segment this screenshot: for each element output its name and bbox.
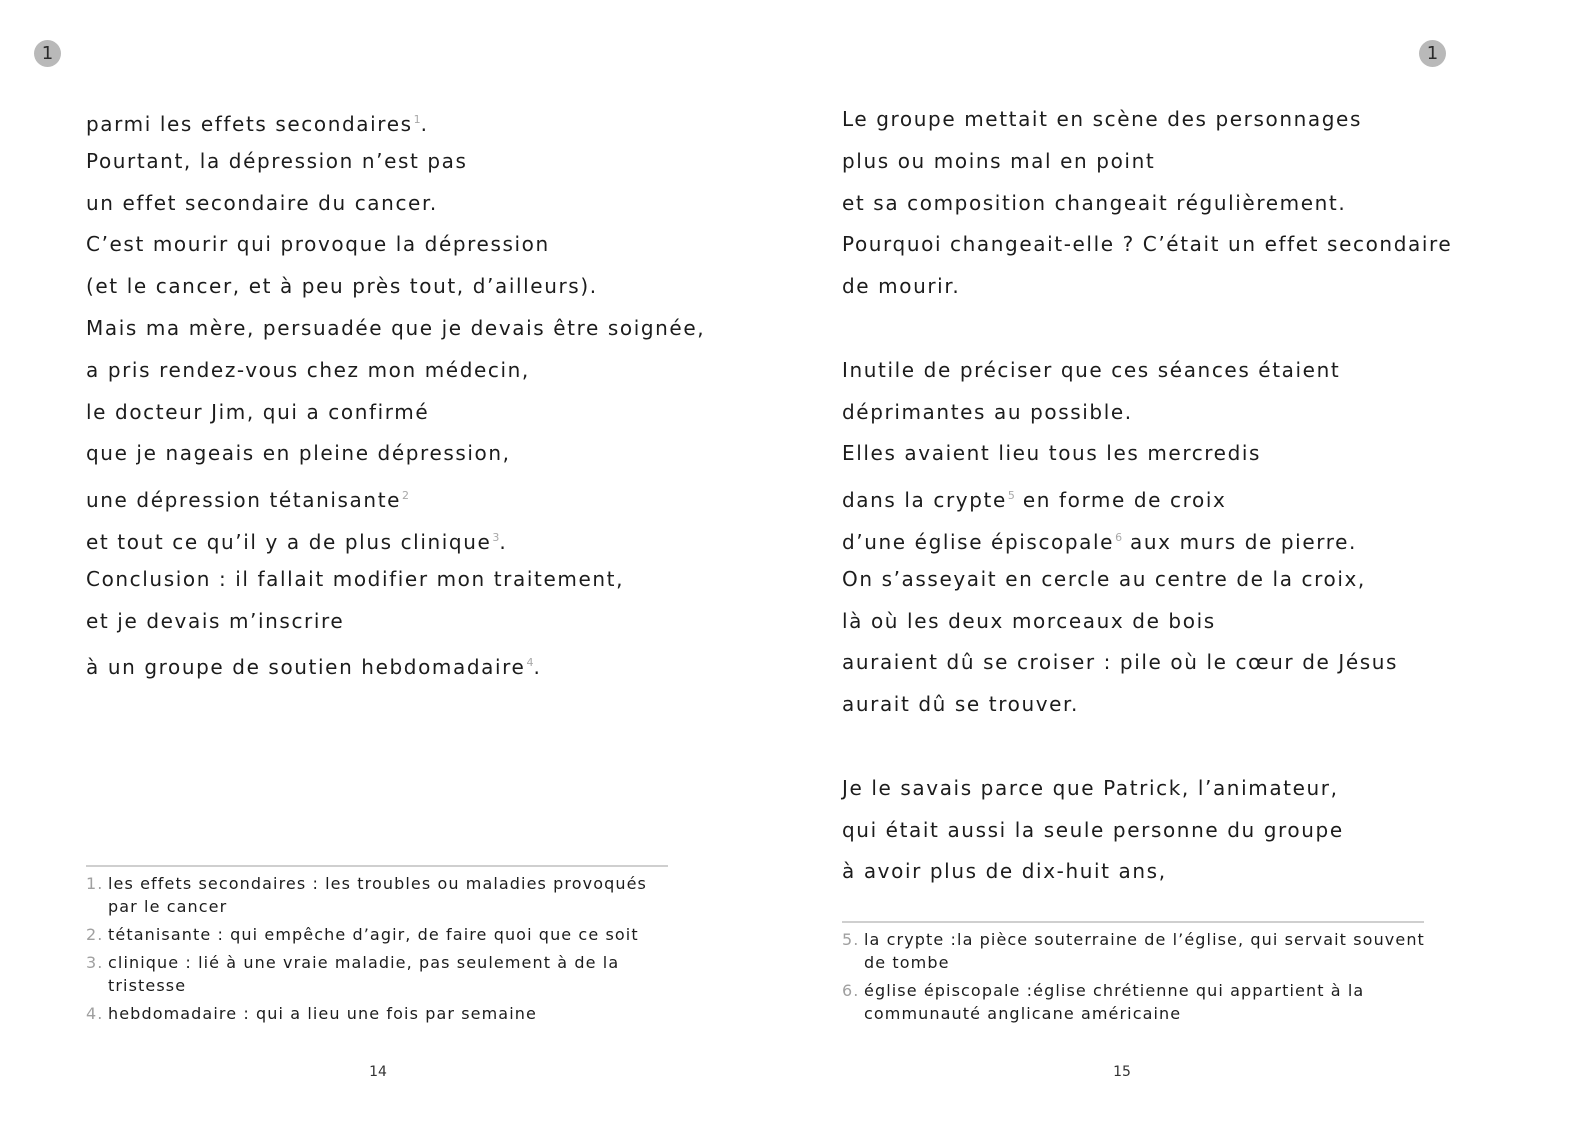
- footnote-marker: 6: [1115, 530, 1123, 544]
- footnote-number: 6.: [842, 981, 860, 1000]
- text-line: [842, 224, 1482, 266]
- text-line: [86, 475, 686, 517]
- text-line: [842, 433, 1482, 475]
- footnote-item: [86, 951, 676, 997]
- footnote-text: les effets secondaires : les troubles ou maladies provoqués par le cancer: [108, 874, 647, 916]
- text-segment: d’une église épiscopale: [842, 529, 1115, 554]
- chapter-badge: 1: [1419, 40, 1446, 67]
- text-segment: Pourquoi changeait-elle ? C’était un effet secondaire: [842, 232, 1453, 257]
- footnote-text: hebdomadaire : qui a lieu une fois par semaine: [108, 1004, 537, 1023]
- footnote-text: la crypte :la pièce souterraine de l’église, qui servait souvent de tombe: [864, 930, 1425, 972]
- text-segment: dans la crypte: [842, 488, 1007, 513]
- text-line: [842, 684, 1482, 726]
- text-line: [86, 559, 686, 601]
- footnote-marker: 2: [402, 489, 410, 503]
- text-segment: Elles avaient lieu tous les mercredis: [842, 441, 1262, 466]
- text-segment: le docteur Jim, qui a confirmé: [86, 399, 430, 424]
- footnote-text: église épiscopale :église chrétienne qui appartient à la communauté anglicane américaine: [864, 981, 1365, 1023]
- text-line: [842, 475, 1482, 517]
- footnote-item: [842, 979, 1432, 1025]
- text-segment: que je nageais en pleine dépression,: [86, 441, 511, 466]
- text-line: [842, 559, 1482, 601]
- footnotes: [842, 928, 1432, 1030]
- text-segment: Pourtant, la dépression n’est pas: [86, 148, 468, 173]
- text-line: [842, 517, 1482, 559]
- text-segment: On s’asseyait en cercle au centre de la croix,: [842, 566, 1366, 591]
- footnote-marker: 3: [492, 530, 500, 544]
- text-line: [842, 601, 1482, 643]
- text-line: [842, 183, 1482, 225]
- text-segment: en forme de croix: [1014, 488, 1227, 513]
- page-number: 14: [369, 1064, 387, 1080]
- footnote-divider: [86, 865, 668, 867]
- footnote-marker: 1: [413, 113, 421, 126]
- text-segment: Conclusion : il fallait modifier mon traitement,: [86, 566, 625, 591]
- text-segment: Mais ma mère, persuadée que je devais être soignée,: [86, 315, 706, 340]
- text-segment: aux murs de pierre.: [1122, 529, 1357, 554]
- footnote-number: 4.: [86, 1004, 104, 1023]
- text-segment: de mourir.: [842, 274, 961, 299]
- text-line: [86, 601, 686, 643]
- right-page: [795, 0, 1590, 1125]
- text-segment: plus ou moins mal en point: [842, 148, 1156, 173]
- text-line: [86, 99, 686, 141]
- blank-line: [842, 308, 1482, 350]
- text-segment: et tout ce qu’il y a de plus clinique: [86, 529, 492, 554]
- text-segment: Le groupe mettait en scène des personnages: [842, 107, 1362, 131]
- text-line: [86, 517, 686, 559]
- text-segment: une dépression tétanisante: [86, 488, 402, 513]
- footnote-item: [86, 872, 676, 918]
- text-line: [842, 851, 1482, 893]
- footnotes: [86, 872, 676, 1030]
- text-segment: aurait dû se trouver.: [842, 692, 1079, 717]
- body-text: [842, 99, 1482, 893]
- footnote-divider: [842, 921, 1424, 923]
- footnote-marker: 4: [526, 656, 534, 670]
- text-segment: et je devais m’inscrire: [86, 608, 345, 633]
- text-segment: .: [533, 655, 542, 680]
- text-line: [86, 183, 686, 225]
- text-segment: .: [420, 112, 429, 136]
- text-segment: Inutile de préciser que ces séances étaient: [842, 357, 1341, 382]
- footnote-number: 5.: [842, 930, 860, 949]
- text-segment: à avoir plus de dix-huit ans,: [842, 859, 1167, 884]
- text-line: [842, 768, 1482, 810]
- text-segment: qui était aussi la seule personne du groupe: [842, 817, 1344, 842]
- text-line: [86, 642, 686, 684]
- footnote-item: [86, 923, 676, 946]
- text-line: [842, 642, 1482, 684]
- footnote-item: [86, 1002, 676, 1025]
- text-segment: .: [499, 529, 508, 554]
- footnote-item: [842, 928, 1432, 974]
- text-segment: Je le savais parce que Patrick, l’animateur,: [842, 775, 1339, 800]
- text-segment: déprimantes au possible.: [842, 399, 1133, 424]
- text-segment: auraient dû se croiser : pile où le cœur de Jésus: [842, 650, 1399, 675]
- text-line: [842, 392, 1482, 434]
- text-line: [86, 350, 686, 392]
- page-number: 15: [1113, 1064, 1131, 1080]
- footnote-number: 2.: [86, 925, 104, 944]
- body-text: [86, 99, 706, 684]
- text-line: [842, 141, 1482, 183]
- text-segment: parmi les effets secondaires: [86, 112, 413, 136]
- text-segment: et sa composition changeait régulièrement.: [842, 190, 1347, 215]
- text-line: [86, 433, 686, 475]
- footnote-text: clinique : lié à une vraie maladie, pas seulement à de la tristesse: [108, 953, 620, 995]
- text-line: [842, 99, 1482, 141]
- text-segment: là où les deux morceaux de bois: [842, 608, 1216, 633]
- footnote-text: tétanisante : qui empêche d’agir, de faire quoi que ce soit: [108, 925, 639, 944]
- chapter-badge: 1: [34, 40, 61, 67]
- text-line: [86, 308, 706, 350]
- text-line: [842, 810, 1482, 852]
- text-segment: un effet secondaire du cancer.: [86, 190, 438, 215]
- text-line: [86, 224, 686, 266]
- text-line: [86, 392, 686, 434]
- text-segment: (et le cancer, et à peu près tout, d’ailleurs).: [86, 274, 598, 299]
- text-segment: C’est mourir qui provoque la dépression: [86, 232, 550, 257]
- text-segment: a pris rendez-vous chez mon médecin,: [86, 357, 530, 382]
- text-line: [842, 350, 1482, 392]
- text-line: [86, 141, 686, 183]
- blank-line: [842, 726, 1482, 768]
- footnote-marker: 5: [1007, 489, 1015, 503]
- footnote-number: 1.: [86, 874, 104, 893]
- text-line: [86, 266, 686, 308]
- text-line: [842, 266, 1482, 308]
- footnote-number: 3.: [86, 953, 104, 972]
- text-segment: à un groupe de soutien hebdomadaire: [86, 655, 526, 680]
